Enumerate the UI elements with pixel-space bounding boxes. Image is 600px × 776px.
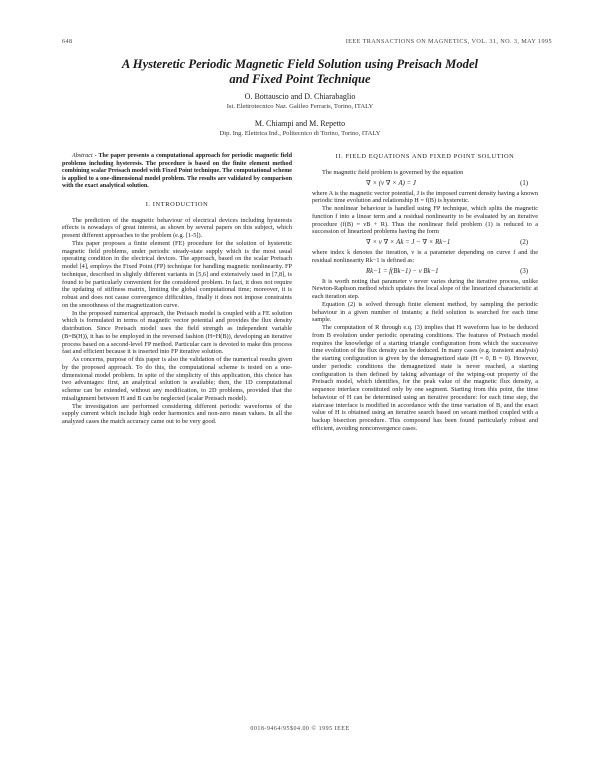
paper-title bbox=[60, 57, 540, 87]
field-paragraph-6: Equation (2) is solved through finite element method, by sampling the periodic behaviour in a given number of instants; a field solution is searched for each time sample. bbox=[312, 300, 538, 324]
affiliation-2: Dip. Ing. Elettrica Ind., Politecnico di Torino, Torino, ITALY bbox=[219, 130, 381, 137]
equation-2-number: (2) bbox=[520, 239, 528, 246]
equation-1-body: ∇ × (ν ∇ × A) = J bbox=[366, 179, 416, 187]
equation-1-number: (1) bbox=[520, 179, 528, 187]
title-line-2: and Fixed Point Technique bbox=[229, 72, 371, 86]
equation-2 bbox=[312, 236, 538, 249]
section-heading-field-equations: II. FIELD EQUATIONS AND FIXED POINT SOLUTION bbox=[335, 153, 515, 160]
authors-2: M. Chiampi and M. Repetto bbox=[254, 119, 346, 128]
equation-3-body: Rk−1 = f(Bk−1) − ν Bk−1 bbox=[366, 267, 439, 275]
field-paragraph-5: It is worth noting that parameter ν never varies during the iterative process, unlike Newton-Raphson method which updates the local slope of the linearized characteristic at each iteration step. bbox=[312, 277, 538, 300]
field-paragraph-7: The computation of R through e.q. (3) implies that H waveform has to be deduced from B evolution under periodic operating conditions. The features of Preisach model requires the knowledge of a starting triangle configuration from which the successive time evolution of the flux density can be deduced. In many cases (e.g. transient analysis) the starting configuration is given by the demagnetized state (H = 0, B = 0). However, under periodic conditions the demagnetized state is never reached, a starting configuration is then defined by taking advantage of the wiping-out property of the Preisach model, which identifies, for the peak value of the magnetic flux density, a sequence interface constituted only by one segment. Starting from this point, the time behaviour of H can be determined using an iterative procedure: for each time step, the staircase interface is modified in accordance with the time variation of B, and the exact value of H is obtained using an iterative search based on secant method coupled with a backup bisection procedure. This compound has been found particularly robust and efficient, avoiding nonconvergence cases. bbox=[312, 324, 538, 432]
intro-paragraph-4: As concerns, purpose of this paper is also the validation of the numerical results given by the proposed approach. To do this, the computational scheme is tested on a one-dimensional model problem. In spite of the simplicity of this application, this choice has two advantages: first, an analytical solution is available; then, the 1D computational scheme can be extended, without any modification, to 2D problems, provided that the misalignment between H and B can be neglected (scalar Preisach model). bbox=[62, 356, 292, 402]
field-paragraph-3: The nonlinear behaviour is handled using FP technique, which splits the magnetic function f into a linear term and a residual nonlinearity to be evaluated by an iterative procedure (f(B) = νB + R). Thus the nonlinear field problem (1) is reduced to a succession of linearized problems having the form bbox=[312, 205, 538, 236]
left-column bbox=[62, 153, 292, 426]
equation-3 bbox=[312, 265, 538, 278]
title-line-1: A Hysteretic Periodic Magnetic Field Solution using Preisach Model bbox=[121, 57, 479, 71]
field-paragraph-1: The magnetic field problem is governed by the equation bbox=[322, 168, 464, 176]
page-number: 648 bbox=[62, 38, 73, 45]
intro-paragraph-2: This paper proposes a finite element (FE) procedure for the solution of hysteretic magnetic field problems, under periodic steady-state supply which is the most usual operating condition in the electrical devices. The approach, based on the scalar Preisach model [4], employs the Fixed Point (FP) technique for handling magnetic nonlinearity. FP technique, described in slightly different variants in [5,6] and extensively used in [7,8], is found to be particularly convenient for the considered problem. In fact, it does not require the updating of stiffness matrix, limiting the global computational time; moreover, it is robust and does not cause convergence difficulties, finally it does not impose constraints on the smoothness of the magnetization curve. bbox=[62, 239, 292, 309]
right-column bbox=[312, 153, 538, 433]
equation-3-number: (3) bbox=[520, 267, 528, 275]
affiliation-1: Ist. Elettrotecnico Naz. Galileo Ferraris, Torino, ITALY bbox=[226, 103, 374, 110]
intro-paragraph-3: In the proposed numerical approach, the Preisach model is coupled with a FE solution which is formulated in terms of magnetic vector potential and provides the flux density distribution. Since Preisach model uses the field strength as independent variable (B=B(H)), it has to be employed in the reversed fashion (H=H(B)), developing an iterative process based on a second-level FP method. Particular care is devoted to make this process fast and efficient because it is inserted into FP iterative solution. bbox=[62, 309, 292, 356]
journal-header: IEEE TRANSACTIONS ON MAGNETICS, VOL. 31, NO. 3, MAY 1995 bbox=[345, 38, 552, 45]
equation-1 bbox=[312, 177, 538, 190]
section-heading-introduction: I. INTRODUCTION bbox=[145, 200, 209, 208]
equation-2-body: ∇ × ν ∇ × Ak = J − ∇ × Rk−1 bbox=[366, 239, 451, 246]
field-paragraph-4: where index k denotes the iteration, ν is a parameter depending on curve f and the residual nonlinearity Rk−1 is defined as: bbox=[312, 249, 538, 264]
abstract-text: - The paper presents a computational approach for periodic magnetic field problems including hysteresis. The procedure is based on the finite element method combining scalar Preisach model with Fixed Point technique. The computational scheme is applied to a one-dimensional model problem. The results are validated by comparison with the exact analytical solution. bbox=[62, 153, 292, 190]
copyright-footer: 0018-9464/95$04.00 © 1995 IEEE bbox=[250, 726, 350, 732]
authors-1: O. Bottauscio and D. Chiarabaglio bbox=[244, 92, 356, 101]
running-header bbox=[62, 38, 552, 48]
field-paragraph-2: where A is the magnetic vector potential, J is the imposed current density having a known periodic time evolution and relationship H = f(B) is hysteretic. bbox=[312, 189, 538, 205]
abstract bbox=[62, 153, 292, 191]
intro-paragraph-1: The prediction of the magnetic behaviour of electrical devices including hysteresis effects is nowadays of great interest, as shown by several papers on this subject, which present different approaches to the problem (e.g. [1-5]). bbox=[62, 216, 292, 240]
abstract-label: Abstract bbox=[72, 153, 93, 159]
intro-paragraph-5: The investigation are performed considering different periodic waveforms of the supply current which include high order harmonics and non-zero mean values. In all the analyzed cases the match accuracy came out to be very good. bbox=[62, 402, 292, 426]
